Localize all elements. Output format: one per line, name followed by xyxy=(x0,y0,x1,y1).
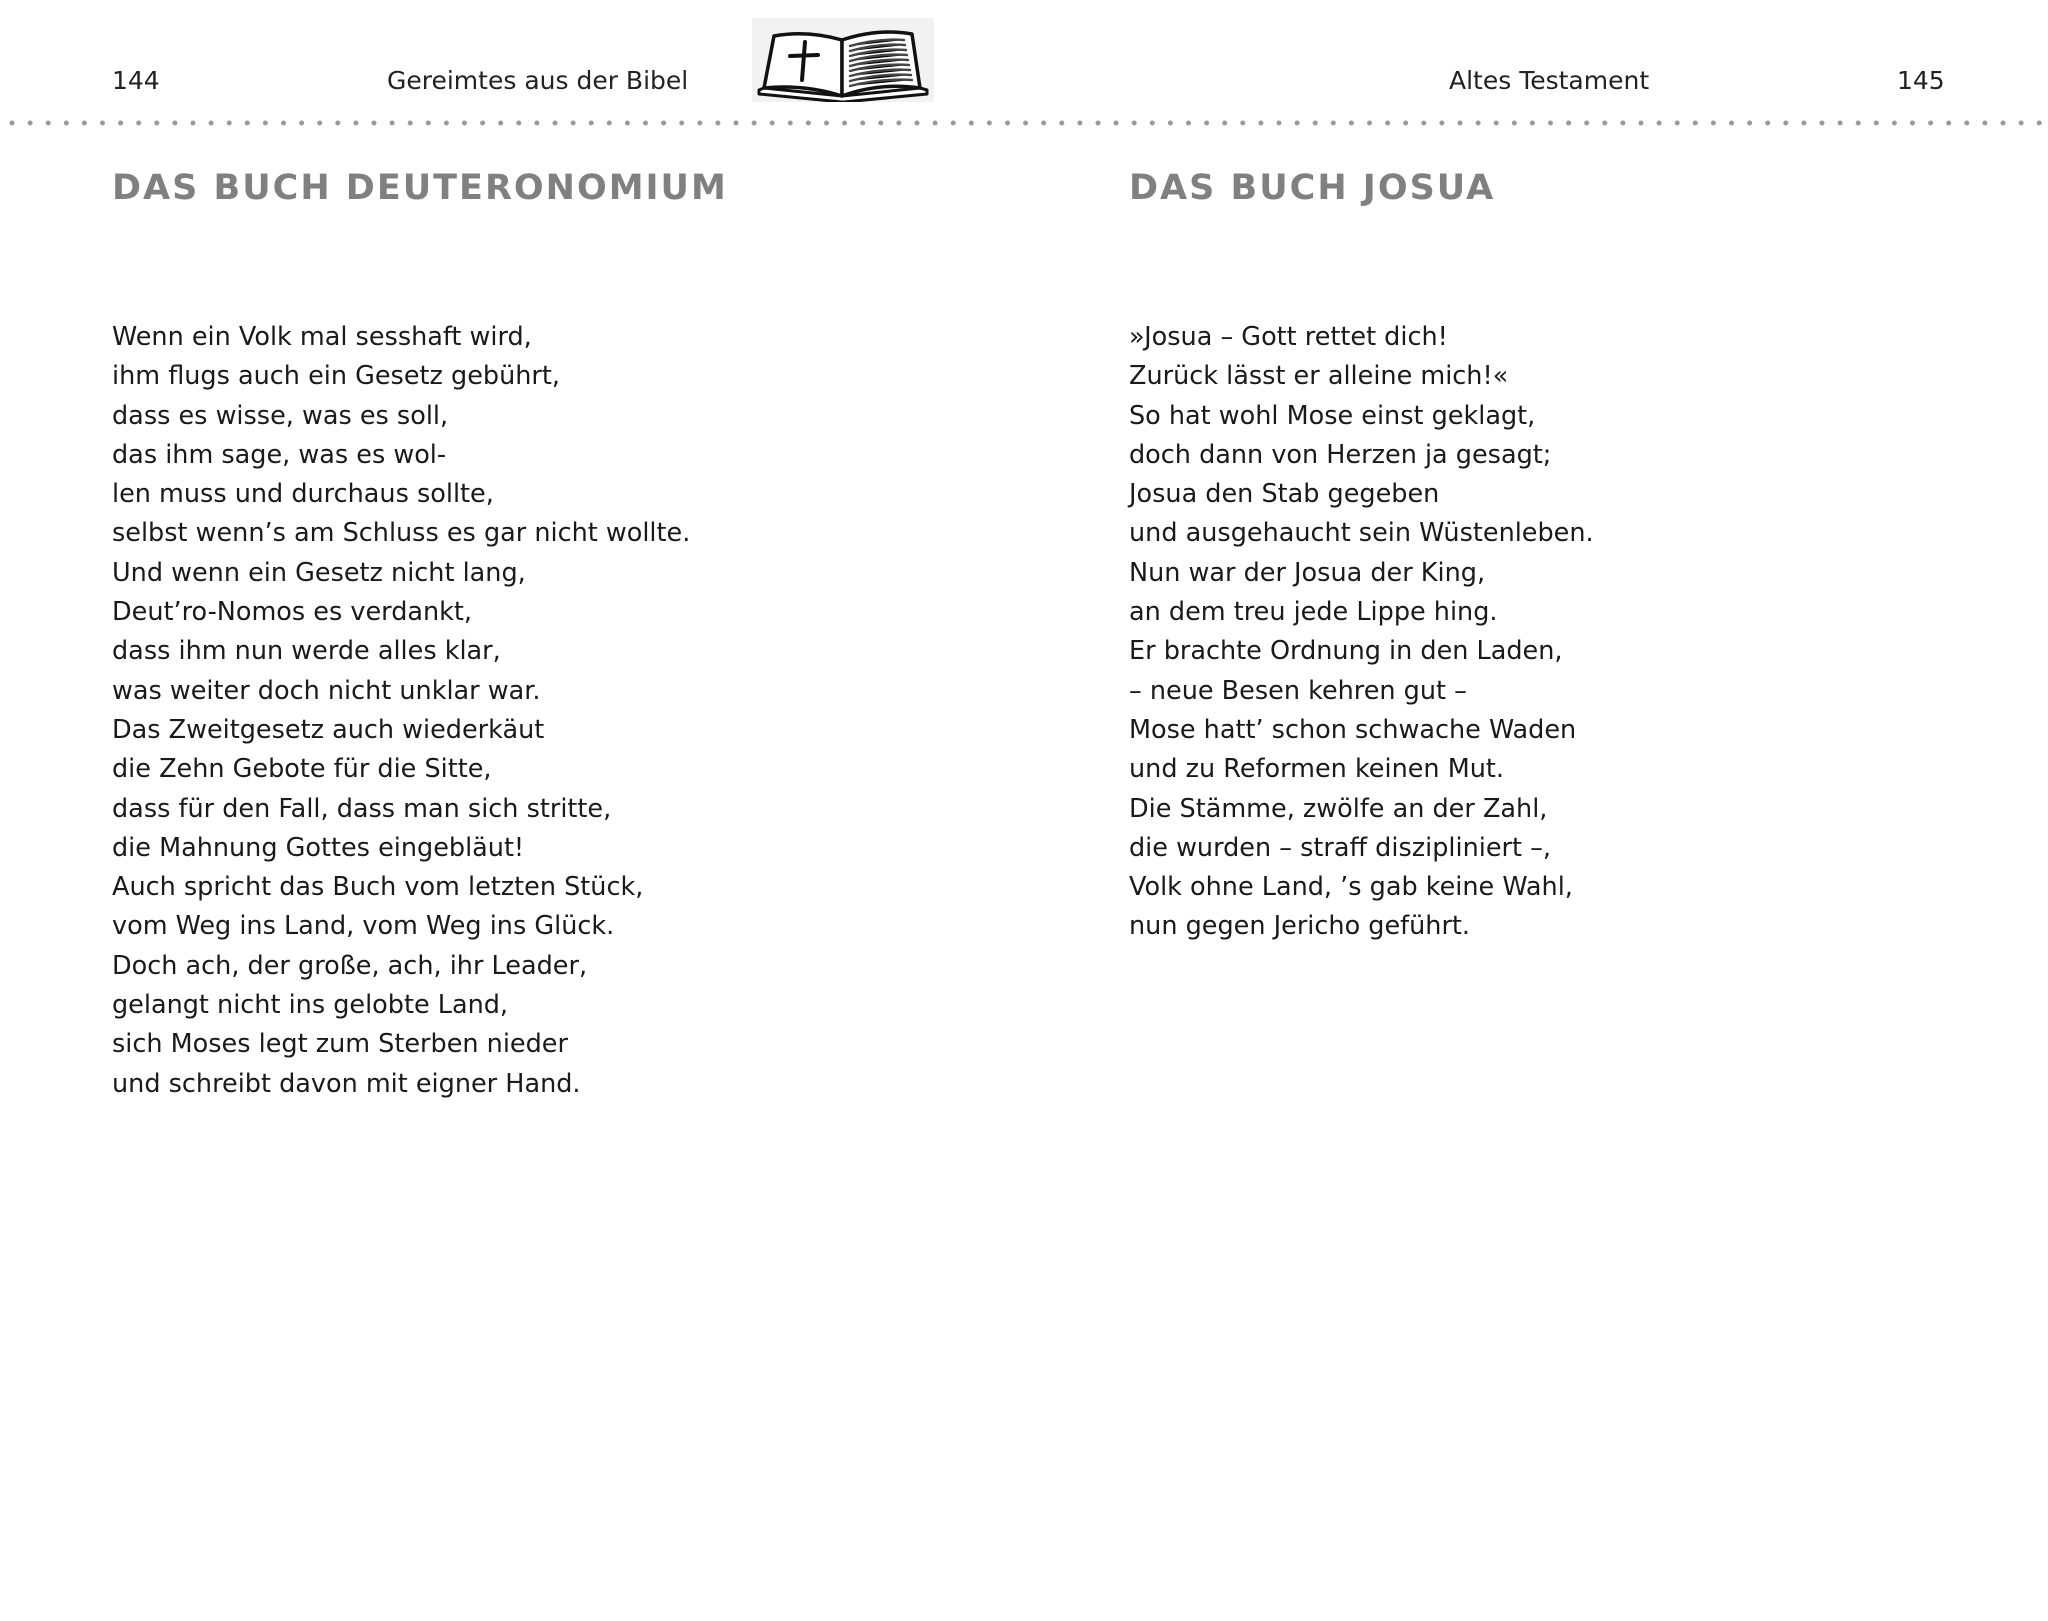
poem-line: dass es wisse, was es soll, xyxy=(112,400,449,431)
left-running-title: Gereimtes aus der Bibel xyxy=(387,66,689,95)
left-poem xyxy=(112,318,690,1104)
poem-line: Volk ohne Land, ’s gab keine Wahl, xyxy=(1129,872,1573,903)
poem-line: Zurück lässt er alleine mich!« xyxy=(1129,361,1509,392)
left-chapter-title: DAS BUCH DEUTERONOMIUM xyxy=(112,168,728,208)
poem-line: und zu Reformen keinen Mut. xyxy=(1129,754,1504,785)
poem-line: ihm flugs auch ein Gesetz gebührt, xyxy=(112,361,560,392)
poem-line: vom Weg ins Land, vom Weg ins Glück. xyxy=(112,911,615,942)
poem-line: Das Zweitgesetz auch wiederkäut xyxy=(112,714,545,745)
poem-line: len muss und durchaus sollte, xyxy=(112,479,494,510)
left-page-number: 144 xyxy=(112,66,160,95)
poem-line: Und wenn ein Gesetz nicht lang, xyxy=(112,557,526,588)
poem-line: »Josua – Gott rettet dich! xyxy=(1129,322,1448,352)
right-running-title: Altes Testament xyxy=(1449,66,1650,95)
poem-line: an dem treu jede Lippe hing. xyxy=(1129,597,1498,628)
right-poem xyxy=(1129,318,1594,947)
poem-line: doch dann von Herzen ja gesagt; xyxy=(1129,439,1552,470)
poem-line: So hat wohl Mose einst geklagt, xyxy=(1129,400,1536,431)
dotted-divider xyxy=(0,119,2048,127)
poem-line: Auch spricht das Buch vom letzten Stück, xyxy=(112,872,644,903)
poem-line: – neue Besen kehren gut – xyxy=(1129,675,1467,706)
poem-line: die wurden – straff diszipliniert –, xyxy=(1129,832,1551,863)
open-bible-icon xyxy=(752,18,934,102)
poem-line: und ausgehaucht sein Wüstenleben. xyxy=(1129,518,1594,549)
poem-line: Nun war der Josua der King, xyxy=(1129,557,1486,588)
poem-line: selbst wenn’s am Schluss es gar nicht wollte. xyxy=(112,518,691,549)
poem-line: was weiter doch nicht unklar war. xyxy=(112,675,541,706)
poem-line: das ihm sage, was es wol- xyxy=(112,439,447,470)
right-chapter-title: DAS BUCH JOSUA xyxy=(1129,168,1496,208)
poem-line: nun gegen Jericho geführt. xyxy=(1129,911,1471,942)
poem-line: Doch ach, der große, ach, ihr Leader, xyxy=(112,950,588,981)
poem-line: sich Moses legt zum Sterben nieder xyxy=(112,1029,568,1060)
poem-line: Er brachte Ordnung in den Laden, xyxy=(1129,636,1563,667)
poem-line: und schreibt davon mit eigner Hand. xyxy=(112,1068,581,1099)
poem-line: Deut’ro-Nomos es verdankt, xyxy=(112,597,473,628)
poem-line: Josua den Stab gegeben xyxy=(1129,479,1440,510)
poem-line: Die Stämme, zwölfe an der Zahl, xyxy=(1129,793,1548,824)
poem-line: die Mahnung Gottes eingebläut! xyxy=(112,832,525,863)
poem-line: die Zehn Gebote für die Sitte, xyxy=(112,754,492,785)
right-page-number: 145 xyxy=(1897,66,1945,95)
poem-line: gelangt nicht ins gelobte Land, xyxy=(112,990,509,1021)
poem-line: dass für den Fall, dass man sich stritte, xyxy=(112,793,612,824)
poem-line: Wenn ein Volk mal sesshaft wird, xyxy=(112,322,532,352)
poem-line: dass ihm nun werde alles klar, xyxy=(112,636,501,667)
poem-line: Mose hatt’ schon schwache Waden xyxy=(1129,714,1577,745)
